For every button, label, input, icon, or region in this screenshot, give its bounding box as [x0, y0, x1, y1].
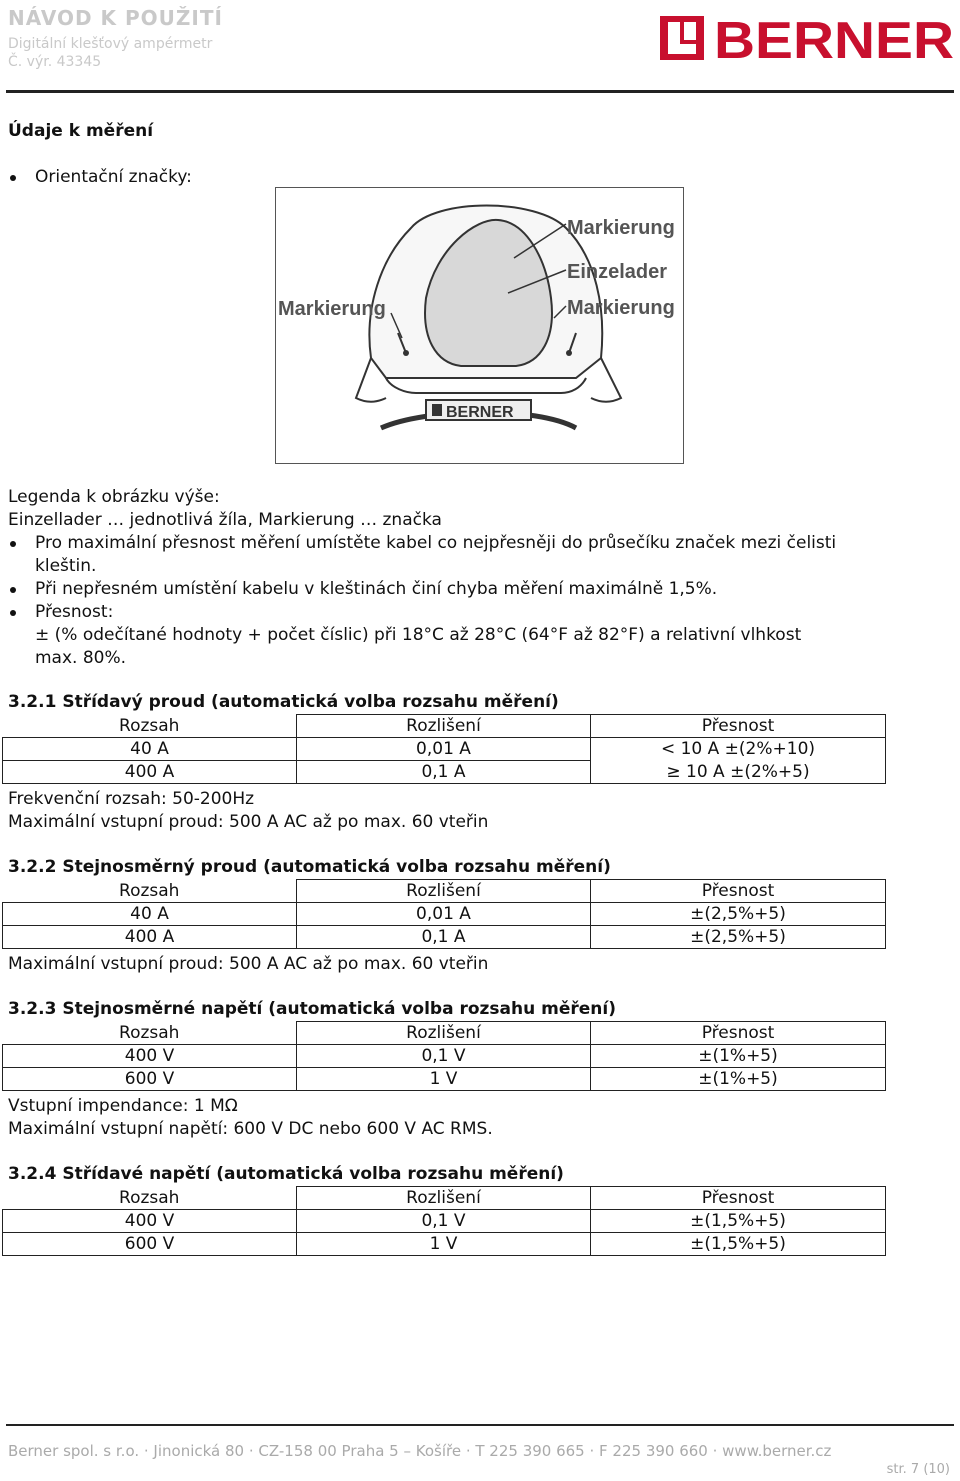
table-header: Rozlišení: [297, 880, 591, 903]
label-markierung-left: Markierung: [278, 298, 386, 320]
doc-title: NÁVOD K POUŽITÍ: [8, 6, 223, 30]
table-ac-current: [2, 714, 886, 784]
table-cell: ±(2,5%+5): [591, 903, 886, 926]
table-header: Rozsah: [3, 880, 297, 903]
clamp-drawing: [276, 188, 683, 463]
table-cell: 40 A: [3, 738, 297, 761]
table-header: Přesnost: [591, 880, 886, 903]
table-dc-current: [2, 879, 886, 949]
table-cell: 1 V: [297, 1068, 591, 1091]
legend-bullet-3-line-3: max. 80%.: [35, 648, 127, 668]
table-ac-voltage: [2, 1186, 886, 1256]
table-cell: ±(1,5%+5): [591, 1210, 886, 1233]
table-cell: 0,1 A: [297, 926, 591, 949]
legend-line: Einzellader … jednotlivá žíla, Markierung … značka: [8, 510, 442, 530]
table-header: Přesnost: [591, 1187, 886, 1210]
section-3-2-3-title: 3.2.3 Stejnosměrné napětí (automatická volba rozsahu měření): [8, 999, 617, 1019]
table-row: [3, 1233, 886, 1256]
note-input-impedance: Vstupní impendance: 1 MΩ: [8, 1096, 238, 1116]
legend-bullet-2: Při nepřesném umístění kabelu v kleštinách činí chyba měření maximálně 1,5%.: [35, 579, 718, 599]
bullet-orientation-marks: Orientační značky:: [35, 167, 192, 187]
doc-subtitle: Digitální klešťový ampérmetr: [8, 36, 213, 52]
table-cell: ±(1%+5): [591, 1045, 886, 1068]
table-cell: 0,01 A: [297, 903, 591, 926]
berner-logo: [660, 14, 955, 64]
label-markierung-top: Markierung: [567, 217, 675, 239]
table-cell: 1 V: [297, 1233, 591, 1256]
table-cell: ±(2,5%+5): [591, 926, 886, 949]
table-cell: 400 V: [3, 1210, 297, 1233]
header-rule: [6, 90, 954, 93]
section-3-2-2-title: 3.2.2 Stejnosměrný proud (automatická volba rozsahu měření): [8, 857, 611, 877]
table-cell: 600 V: [3, 1068, 297, 1091]
table-cell: < 10 A ±(2%+10): [591, 738, 886, 761]
table-cell: 400 V: [3, 1045, 297, 1068]
table-row: [3, 1045, 886, 1068]
section-heading: Údaje k měření: [8, 121, 154, 141]
svg-text:BERNER: BERNER: [714, 14, 954, 64]
table-header: Přesnost: [591, 1022, 886, 1045]
table-cell: 40 A: [3, 903, 297, 926]
table-row: [3, 1210, 886, 1233]
table-cell: 600 V: [3, 1233, 297, 1256]
section-3-2-4-title: 3.2.4 Střídavé napětí (automatická volba rozsahu měření): [8, 1164, 564, 1184]
footer-address: Berner spol. s r.o. · Jinonická 80 · CZ-158 00 Praha 5 – Košíře · T 225 390 665 · F 225 390 660 · www.berner.cz: [8, 1442, 832, 1460]
table-cell: 0,1 V: [297, 1210, 591, 1233]
note-frequency-range: Frekvenční rozsah: 50-200Hz: [8, 789, 255, 809]
table-header: Rozsah: [3, 1022, 297, 1045]
note-max-input-voltage: Maximální vstupní napětí: 600 V DC nebo 600 V AC RMS.: [8, 1119, 493, 1139]
table-row: [3, 761, 886, 784]
table-row: [3, 926, 886, 949]
table-cell: 0,01 A: [297, 738, 591, 761]
table-dc-voltage: [2, 1021, 886, 1091]
legend-title: Legenda k obrázku výše:: [8, 487, 220, 507]
label-einzelader: Einzelader: [567, 261, 668, 283]
label-markierung-bottom: Markierung: [567, 297, 675, 319]
legend-bullet-3-line-1: Přesnost:: [35, 602, 114, 622]
table-cell: ±(1,5%+5): [591, 1233, 886, 1256]
table-row: [3, 1068, 886, 1091]
legend-bullet-1-line-2: kleštin.: [35, 556, 97, 576]
footer-rule: [6, 1424, 954, 1426]
figure-brand: BERNER: [446, 404, 514, 421]
table-cell: 0,1 V: [297, 1045, 591, 1068]
table-row: [3, 903, 886, 926]
clamp-figure: [275, 187, 684, 464]
table-cell: ≥ 10 A ±(2%+5): [591, 761, 886, 784]
table-cell: 0,1 A: [297, 761, 591, 784]
table-cell: ±(1%+5): [591, 1068, 886, 1091]
table-header: Rozlišení: [297, 1187, 591, 1210]
page-number: str. 7 (10): [886, 1462, 950, 1477]
legend-bullet-3-line-2: ± (% odečítané hodnoty + počet číslic) při 18°C až 28°C (64°F až 82°F) a relativní vlhkost: [35, 625, 802, 645]
note-max-input-current: Maximální vstupní proud: 500 A AC až po max. 60 vteřin: [8, 954, 489, 974]
table-cell: 400 A: [3, 761, 297, 784]
note-max-input-current: Maximální vstupní proud: 500 A AC až po max. 60 vteřin: [8, 812, 489, 832]
table-header: Rozlišení: [297, 1022, 591, 1045]
section-3-2-1-title: 3.2.1 Střídavý proud (automatická volba rozsahu měření): [8, 692, 559, 712]
table-header: Rozlišení: [297, 715, 591, 738]
legend-bullet-1-line-1: Pro maximální přesnost měření umístěte kabel co nejpřesněji do průsečíku značek mezi čelisti: [35, 533, 837, 553]
table-header: Rozsah: [3, 1187, 297, 1210]
table-header: Rozsah: [3, 715, 297, 738]
table-header: Přesnost: [591, 715, 886, 738]
product-number: Č. výr. 43345: [8, 54, 102, 70]
table-row: [3, 738, 886, 761]
table-cell: 400 A: [3, 926, 297, 949]
